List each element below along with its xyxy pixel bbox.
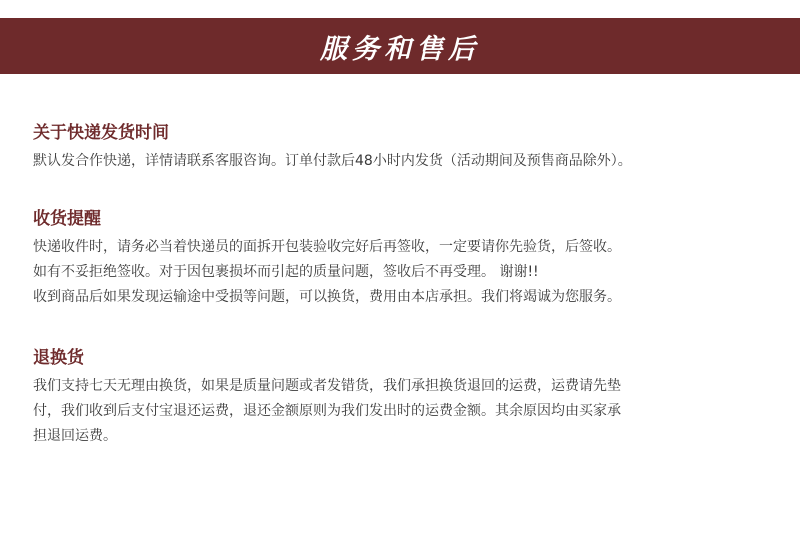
section-shipping-time [33, 123, 773, 174]
section-receiving-reminder [33, 209, 773, 310]
body-line: 默认发合作快递，详情请联系客服咨询。订单付款后48小时内发货（活动期间及预售商品除外）。 [33, 153, 632, 169]
service-banner [0, 18, 800, 74]
body-line: 付，我们收到后支付宝退还运费，退还金额原则为我们发出时的运费金额。其余原因均由买家承 [33, 403, 621, 419]
body-line: 收到商品后如果发现运输途中受损等问题，可以换货，费用由本店承担。我们将竭诚为您服务。 [33, 289, 621, 305]
banner-title: 服务和售后 [320, 33, 480, 65]
body-line: 担退回运费。 [33, 428, 117, 444]
section-returns [33, 348, 773, 449]
section-heading-returns: 退换货 [33, 348, 84, 368]
body-line: 快递收件时，请务必当着快递员的面拆开包装验收完好后再签收，一定要请你先验货，后签收。 [33, 239, 621, 255]
body-line: 我们支持七天无理由换货，如果是质量问题或者发错货，我们承担换货退回的运费，运费请先垫 [33, 378, 621, 394]
section-body-receiving [33, 235, 773, 310]
body-line: 如有不妥拒绝签收。对于因包裹损坏而引起的质量问题，签收后不再受理。 谢谢!! [33, 264, 539, 280]
section-body-shipping [33, 149, 773, 174]
section-body-returns [33, 374, 773, 449]
section-heading-shipping: 关于快递发货时间 [33, 123, 169, 143]
section-heading-receiving: 收货提醒 [33, 209, 101, 229]
